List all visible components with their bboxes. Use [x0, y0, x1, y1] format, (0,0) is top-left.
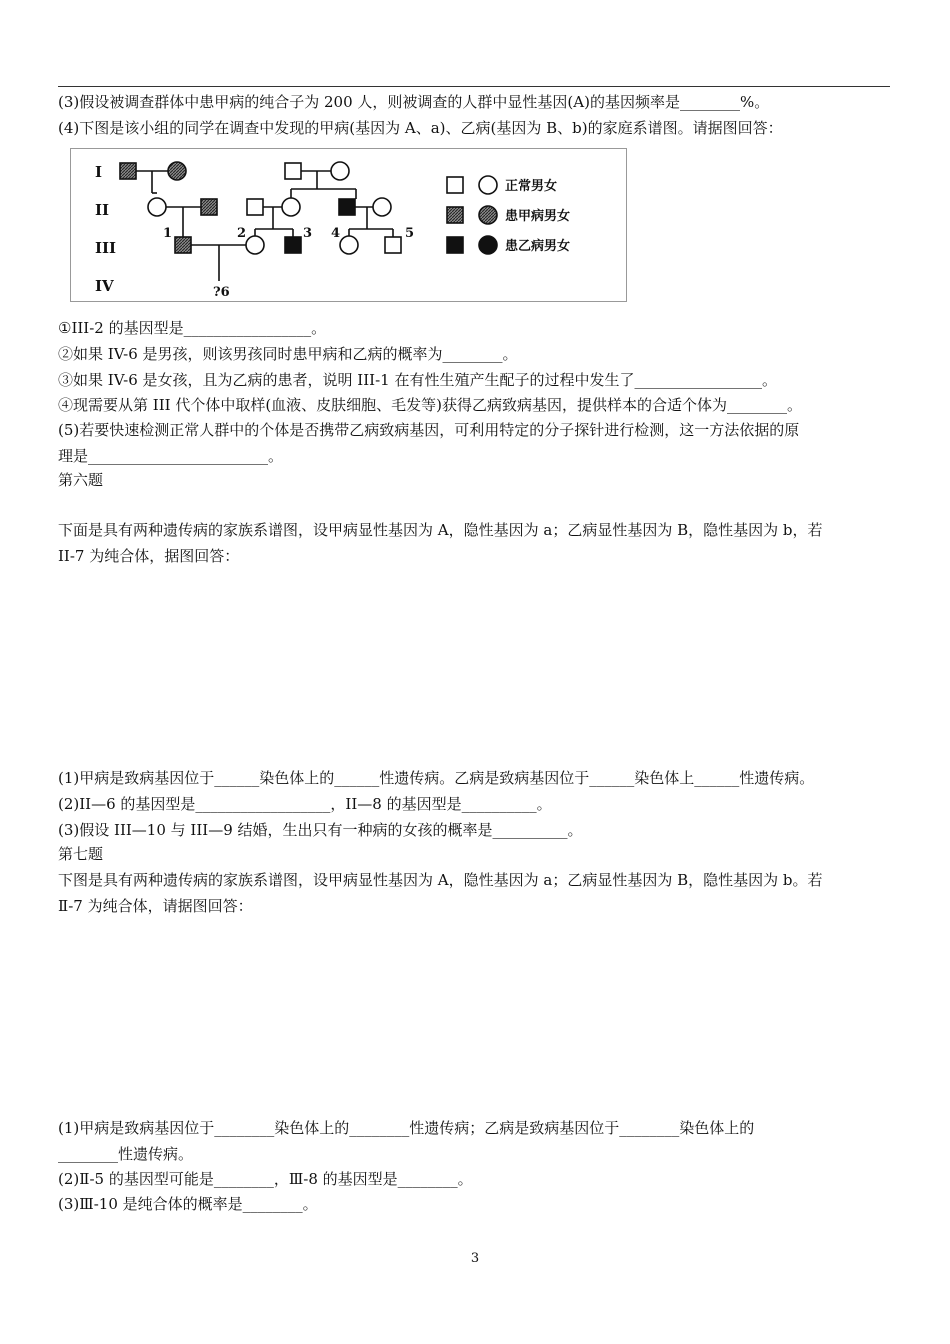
pedigree-number: ?6 — [213, 285, 230, 300]
section-heading: 第六题 — [58, 471, 104, 489]
text-line: 下图是具有两种遗传病的家族系谱图，设甲病显性基因为 A，隐性基因为 a；乙病显性基因为 B，隐性基因为 b。若 — [58, 871, 823, 889]
text-line: (5)若要快速检测正常人群中的个体是否携带乙病致病基因，可利用特定的分子探针进行检测，这一方法依据的原 — [58, 421, 800, 439]
pedigree-female-normal — [331, 162, 349, 180]
pedigree-male-affected-b — [285, 237, 301, 253]
gen-label-IV: IV — [95, 277, 114, 295]
header-rule — [58, 86, 890, 87]
legend-label: 患乙病男女 — [505, 239, 571, 254]
pedigree-number: 3 — [303, 226, 313, 241]
text-line: (1)甲病是致病基因位于______染色体上的______性遗传病。乙病是致病基因位于______染色体上______性遗传病。 — [58, 769, 815, 787]
pedigree-female-normal — [373, 198, 391, 216]
gen-label-II: II — [95, 201, 110, 219]
text-line: 下面是具有两种遗传病的家族系谱图，设甲病显性基因为 A，隐性基因为 a；乙病显性基因为 B，隐性基因为 b，若 — [58, 521, 823, 539]
section-heading: 第七题 — [58, 845, 104, 863]
pedigree-male-affected-a — [201, 199, 217, 215]
pedigree-male-normal — [385, 237, 401, 253]
legend-male-normal — [447, 177, 463, 193]
pedigree-figure — [70, 148, 627, 302]
pedigree-male-normal — [285, 163, 301, 179]
pedigree-female-normal — [282, 198, 300, 216]
text-line: (3)假设 III—10 与 III—9 结婚，生出只有一种病的女孩的概率是__________。 — [58, 821, 583, 839]
pedigree-female-normal — [246, 236, 264, 254]
text-line: (4)下图是该小组的同学在调查中发现的甲病(基因为 A、a)、乙病(基因为 B、b)的家庭系谱图。请据图回答： — [58, 119, 783, 137]
legend-female-affected-b — [479, 236, 497, 254]
text-line: Ⅱ-7 为纯合体，请据图回答： — [58, 897, 253, 915]
text-line: (3)Ⅲ-10 是纯合体的概率是________。 — [58, 1195, 318, 1213]
pedigree-male-normal — [247, 199, 263, 215]
text-line: (2)Ⅱ-5 的基因型可能是________，Ⅲ-8 的基因型是________。 — [58, 1170, 473, 1188]
pedigree-male-affected-b — [339, 199, 355, 215]
pedigree-female-normal — [148, 198, 166, 216]
text-line: ________性遗传病。 — [58, 1145, 194, 1163]
text-line: ①III-2 的基因型是_________________。 — [58, 319, 327, 337]
pedigree-number: 4 — [331, 226, 341, 241]
pedigree-number: 5 — [405, 226, 415, 241]
legend-label: 患甲病男女 — [505, 209, 571, 224]
legend-male-affected-a — [447, 207, 463, 223]
text-line: 理是________________________。 — [58, 447, 284, 465]
legend-female-normal — [479, 176, 497, 194]
legend-label: 正常男女 — [505, 179, 558, 194]
pedigree-male-affected-a — [120, 163, 136, 179]
text-line: ④现需要从第 III 代个体中取样(血液、皮肤细胞、毛发等)获得乙病致病基因，提供样本的合适个体为________。 — [58, 396, 803, 414]
gen-label-I: I — [95, 163, 103, 181]
text-line: II-7 为纯合体，据图回答： — [58, 547, 240, 565]
pedigree-number: 1 — [163, 226, 173, 241]
gen-label-III: III — [95, 239, 117, 257]
text-line: ③如果 IV-6 是女孩，且为乙病的患者，说明 III-1 在有性生殖产生配子的过程中发生了_________________。 — [58, 371, 777, 389]
pedigree-female-normal — [340, 236, 358, 254]
text-line: (1)甲病是致病基因位于________染色体上的________性遗传病；乙病是致病基因位于________染色体上的 — [58, 1119, 755, 1137]
legend-male-affected-b — [447, 237, 463, 253]
page-number: 3 — [470, 1251, 480, 1266]
text-line: ②如果 IV-6 是男孩，则该男孩同时患甲病和乙病的概率为________。 — [58, 345, 518, 363]
text-line: (3)假设被调查群体中患甲病的纯合子为 200 人，则被调查的人群中显性基因(A)的基因频率是________%。 — [58, 93, 770, 111]
pedigree-male-affected-a — [175, 237, 191, 253]
text-line: (2)II—6 的基因型是__________________，II—8 的基因型是__________。 — [58, 795, 552, 813]
legend-female-affected-a — [479, 206, 497, 224]
pedigree-female-affected-a — [168, 162, 186, 180]
pedigree-number: 2 — [237, 226, 247, 241]
